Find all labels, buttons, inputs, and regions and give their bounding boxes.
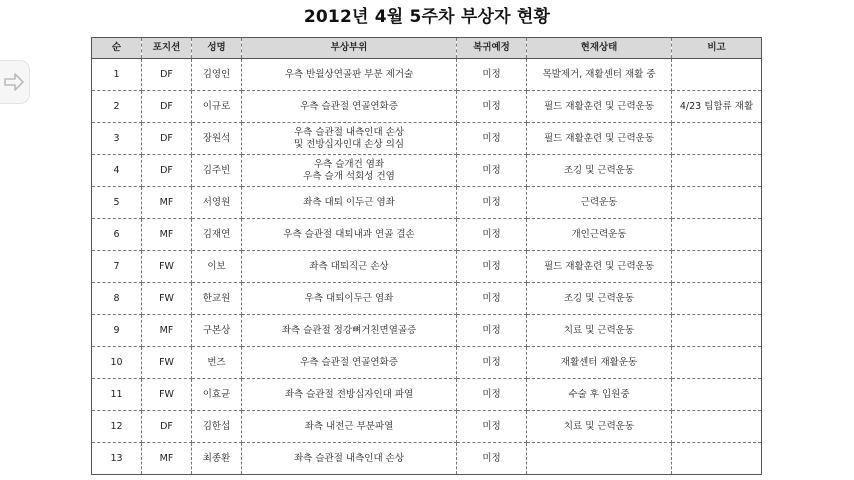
cell-name: 이규로 bbox=[192, 91, 242, 123]
table-body bbox=[92, 59, 762, 475]
header-name: 성명 bbox=[192, 38, 242, 59]
cell-injury bbox=[242, 155, 457, 187]
header-status: 현재상태 bbox=[527, 38, 672, 59]
cell-injury bbox=[242, 315, 457, 347]
cell-position: FW bbox=[142, 347, 192, 379]
table-row bbox=[92, 187, 762, 219]
cell-position: MF bbox=[142, 219, 192, 251]
cell-no: 1 bbox=[92, 59, 142, 91]
cell-no: 5 bbox=[92, 187, 142, 219]
cell-return: 미정 bbox=[457, 347, 527, 379]
injury-line: 우측 슬관절 연골연화증 bbox=[300, 100, 398, 112]
cell-injury bbox=[242, 59, 457, 91]
cell-name: 김주빈 bbox=[192, 155, 242, 187]
cell-position: MF bbox=[142, 443, 192, 475]
injury-line: 좌측 내전근 부분파열 bbox=[304, 420, 394, 432]
injury-line: 우측 슬관절 연골연화증 bbox=[300, 356, 398, 368]
cell-no: 4 bbox=[92, 155, 142, 187]
cell-status: 재활센터 재활운동 bbox=[527, 347, 672, 379]
injury-line: 우측 반월상연골판 부분 제거술 bbox=[284, 68, 414, 80]
cell-injury bbox=[242, 219, 457, 251]
cell-note bbox=[672, 251, 762, 283]
cell-injury bbox=[242, 443, 457, 475]
cell-name: 김한섭 bbox=[192, 411, 242, 443]
cell-name: 번즈 bbox=[192, 347, 242, 379]
cell-name: 이효균 bbox=[192, 379, 242, 411]
cell-name: 한교원 bbox=[192, 283, 242, 315]
cell-position: FW bbox=[142, 379, 192, 411]
cell-no: 11 bbox=[92, 379, 142, 411]
cell-no: 13 bbox=[92, 443, 142, 475]
table-row bbox=[92, 219, 762, 251]
table-header-row bbox=[92, 38, 762, 59]
injury-line: 우측 슬관절 내측인대 손상 bbox=[293, 126, 404, 138]
cell-return: 미정 bbox=[457, 379, 527, 411]
cell-injury bbox=[242, 411, 457, 443]
cell-position: FW bbox=[142, 251, 192, 283]
cell-injury bbox=[242, 283, 457, 315]
cell-no: 8 bbox=[92, 283, 142, 315]
cell-name: 최종환 bbox=[192, 443, 242, 475]
cell-status: 필드 재활훈련 및 근력운동 bbox=[527, 251, 672, 283]
cell-no: 2 bbox=[92, 91, 142, 123]
cell-return: 미정 bbox=[457, 155, 527, 187]
table-row bbox=[92, 347, 762, 379]
cell-no: 10 bbox=[92, 347, 142, 379]
cell-name: 구본상 bbox=[192, 315, 242, 347]
injury-line: 좌측 대퇴 이두근 염좌 bbox=[303, 196, 395, 208]
injury-line: 우측 슬개건 염좌 bbox=[313, 158, 385, 170]
cell-note bbox=[672, 283, 762, 315]
injury-line: 우측 슬관절 대퇴내과 연골 결손 bbox=[283, 228, 415, 240]
cell-return: 미정 bbox=[457, 91, 527, 123]
cell-injury bbox=[242, 379, 457, 411]
table-row bbox=[92, 283, 762, 315]
cell-return: 미정 bbox=[457, 283, 527, 315]
cell-name: 장원석 bbox=[192, 123, 242, 155]
table-row bbox=[92, 123, 762, 155]
cell-return: 미정 bbox=[457, 443, 527, 475]
header-return: 복귀예정 bbox=[457, 38, 527, 59]
cell-status: 치료 및 근력운동 bbox=[527, 411, 672, 443]
cell-no: 6 bbox=[92, 219, 142, 251]
cell-return: 미정 bbox=[457, 219, 527, 251]
cell-no: 12 bbox=[92, 411, 142, 443]
cell-note bbox=[672, 59, 762, 91]
cell-name: 김재연 bbox=[192, 219, 242, 251]
cell-note bbox=[672, 155, 762, 187]
cell-return: 미정 bbox=[457, 411, 527, 443]
cell-return: 미정 bbox=[457, 315, 527, 347]
cell-return: 미정 bbox=[457, 59, 527, 91]
cell-position: MF bbox=[142, 187, 192, 219]
table-row bbox=[92, 443, 762, 475]
cell-injury bbox=[242, 91, 457, 123]
cell-note bbox=[672, 187, 762, 219]
cell-status: 목발제거, 재활센터 재활 중 bbox=[527, 59, 672, 91]
cell-injury bbox=[242, 187, 457, 219]
cell-note bbox=[672, 315, 762, 347]
cell-position: DF bbox=[142, 411, 192, 443]
injury-table bbox=[91, 37, 762, 475]
cell-status: 수술 후 입원중 bbox=[527, 379, 672, 411]
cell-status: 조깅 및 근력운동 bbox=[527, 155, 672, 187]
injury-line: 좌측 슬관절 정강뼈거친면열골증 bbox=[281, 324, 417, 336]
cell-return: 미정 bbox=[457, 123, 527, 155]
table-row bbox=[92, 379, 762, 411]
cell-name: 이보 bbox=[192, 251, 242, 283]
cell-position: DF bbox=[142, 59, 192, 91]
injury-line: 우측 대퇴이두근 염좌 bbox=[304, 292, 394, 304]
cell-position: MF bbox=[142, 315, 192, 347]
table-row bbox=[92, 155, 762, 187]
cell-status: 근력운동 bbox=[527, 187, 672, 219]
cell-note: 4/23 팀합류 재활 bbox=[672, 91, 762, 123]
table-row bbox=[92, 411, 762, 443]
table-row bbox=[92, 251, 762, 283]
cell-note bbox=[672, 219, 762, 251]
cell-status: 치료 및 근력운동 bbox=[527, 315, 672, 347]
header-position: 포지션 bbox=[142, 38, 192, 59]
cell-no: 9 bbox=[92, 315, 142, 347]
cell-status: 개인근력운동 bbox=[527, 219, 672, 251]
cell-position: DF bbox=[142, 91, 192, 123]
cell-position: DF bbox=[142, 123, 192, 155]
cell-no: 7 bbox=[92, 251, 142, 283]
arrow-right-icon bbox=[3, 72, 25, 92]
table-row bbox=[92, 91, 762, 123]
cell-note bbox=[672, 123, 762, 155]
cell-injury bbox=[242, 123, 457, 155]
injury-line: 좌측 슬관절 내측인대 손상 bbox=[293, 452, 404, 464]
cell-no: 3 bbox=[92, 123, 142, 155]
cell-status: 필드 재활훈련 및 근력운동 bbox=[527, 123, 672, 155]
injury-line: 우측 슬개 석회성 건염 bbox=[303, 170, 395, 182]
cell-note bbox=[672, 411, 762, 443]
slide-nav-button[interactable] bbox=[0, 60, 30, 104]
injury-line: 및 전방십자인대 손상 의심 bbox=[293, 138, 404, 150]
header-note: 비고 bbox=[672, 38, 762, 59]
cell-note bbox=[672, 443, 762, 475]
cell-return: 미정 bbox=[457, 187, 527, 219]
table-row bbox=[92, 59, 762, 91]
cell-note bbox=[672, 379, 762, 411]
cell-name: 서영원 bbox=[192, 187, 242, 219]
cell-return: 미정 bbox=[457, 251, 527, 283]
table-row bbox=[92, 315, 762, 347]
cell-position: FW bbox=[142, 283, 192, 315]
cell-injury bbox=[242, 251, 457, 283]
cell-status bbox=[527, 443, 672, 475]
injury-line: 좌측 대퇴직근 손상 bbox=[309, 260, 389, 272]
cell-note bbox=[672, 347, 762, 379]
document-title: 2012년 4월 5주차 부상자 현황 bbox=[303, 7, 551, 27]
cell-position: DF bbox=[142, 155, 192, 187]
cell-name: 김영인 bbox=[192, 59, 242, 91]
injury-line: 좌측 슬관절 전방십자인대 파열 bbox=[284, 388, 414, 400]
header-injury: 부상부위 bbox=[242, 38, 457, 59]
cell-status: 조깅 및 근력운동 bbox=[527, 283, 672, 315]
header-no: 순 bbox=[92, 38, 142, 59]
cell-status: 필드 재활훈련 및 근력운동 bbox=[527, 91, 672, 123]
cell-injury bbox=[242, 347, 457, 379]
